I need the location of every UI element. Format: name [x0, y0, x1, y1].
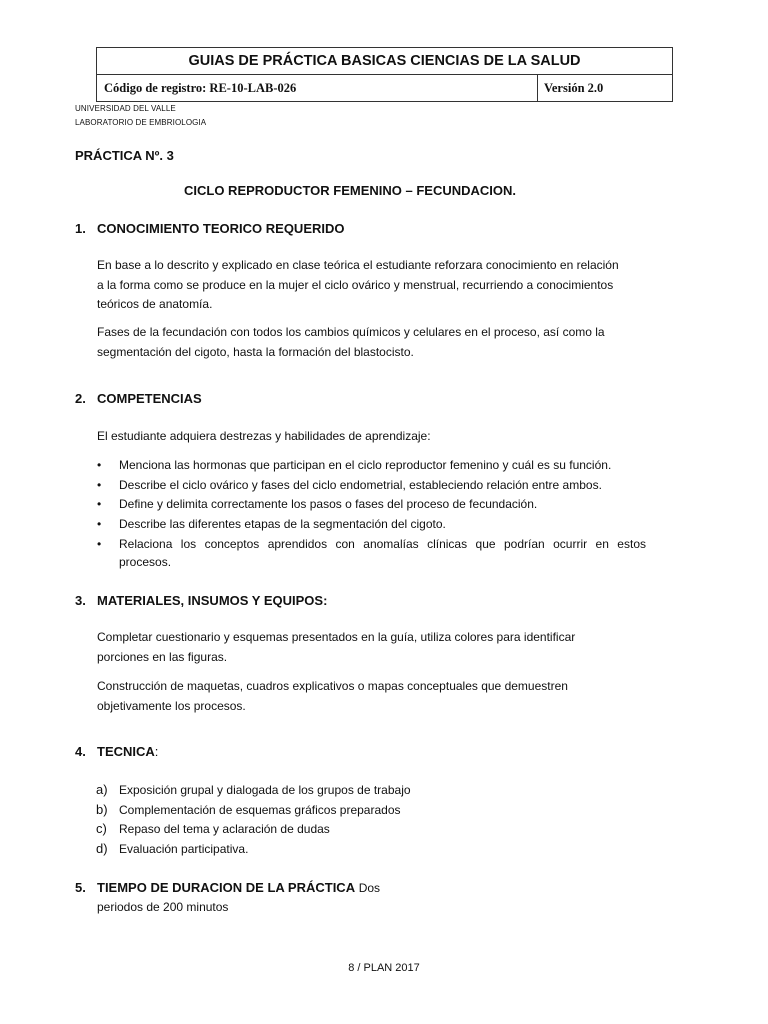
- list-item: Repaso del tema y aclaración de dudas: [119, 822, 330, 836]
- list-item: Relaciona los conceptos aprendidos con anomalías clínicas que podrían ocurrir en estos: [119, 537, 646, 551]
- text-line: teóricos de anatomía.: [97, 297, 213, 311]
- text-line: En base a lo descrito y explicado en clase teórica el estudiante reforzara conocimiento en relación: [97, 258, 619, 272]
- text-line: Fases de la fecundación con todos los cambios químicos y celulares en el proceso, así como la: [97, 325, 605, 339]
- lab-name: LABORATORIO DE EMBRIOLOGIA: [75, 118, 207, 127]
- list-item: Complementación de esquemas gráficos preparados: [119, 803, 401, 817]
- text-line: segmentación del cigoto, hasta la formación del blastocisto.: [97, 344, 414, 359]
- section-3-paragraph-2: [97, 677, 649, 716]
- bullet-icon: •: [97, 458, 102, 472]
- document-title: CICLO REPRODUCTOR FEMENINO – FECUNDACION.: [184, 183, 516, 198]
- text-line: Completar cuestionario y esquemas presentados en la guía, utiliza colores para identificar: [97, 630, 576, 644]
- list-item: Exposición grupal y dialogada de los grupos de trabajo: [119, 783, 411, 797]
- section-1-heading: CONOCIMIENTO TEORICO REQUERIDO: [97, 221, 345, 236]
- section-5-continuation: periodos de 200 minutos: [97, 900, 229, 914]
- bullet-icon: •: [97, 478, 102, 492]
- section-1-number: 1.: [75, 221, 86, 236]
- section-4-heading-wrap: [97, 744, 158, 759]
- bullet-icon: •: [97, 537, 102, 551]
- section-5-inline-text: Dos: [358, 881, 381, 895]
- section-4-colon: :: [154, 744, 159, 759]
- competencies-intro: El estudiante adquiera destrezas y habilidades de aprendizaje:: [97, 429, 431, 443]
- university-name: UNIVERSIDAD DEL VALLE: [75, 104, 176, 113]
- list-item: Describe las diferentes etapas de la segmentación del cigoto.: [119, 517, 446, 531]
- registry-code: Código de registro: RE-10-LAB-026: [97, 75, 538, 102]
- list-letter: d): [96, 841, 108, 856]
- section-1-paragraph-1: [97, 256, 649, 315]
- page-footer: 8 / PLAN 2017: [348, 962, 420, 974]
- text-line: Construcción de maquetas, cuadros explicativos o mapas conceptuales que demuestren: [97, 679, 568, 693]
- list-item: Define y delimita correctamente los pasos o fases del proceso de fecundación.: [119, 497, 538, 511]
- header-table: [96, 47, 673, 102]
- section-4-number: 4.: [75, 744, 86, 759]
- section-5-heading-wrap: [97, 880, 380, 895]
- section-5-number: 5.: [75, 880, 86, 895]
- text-line: objetivamente los procesos.: [97, 698, 246, 713]
- list-item: Evaluación participativa.: [119, 842, 249, 856]
- list-letter: c): [96, 821, 107, 836]
- practice-number: PRÁCTICA Nº. 3: [75, 148, 174, 163]
- section-3-heading: MATERIALES, INSUMOS Y EQUIPOS:: [97, 593, 328, 608]
- text-line: a la forma como se produce en la mujer el ciclo ovárico y menstrual, recurriendo a conocimientos: [97, 277, 614, 292]
- version-label: Versión 2.0: [544, 81, 604, 95]
- list-item: Describe el ciclo ovárico y fases del ciclo endometrial, estableciendo relación entre ambos.: [119, 478, 602, 492]
- section-1-paragraph-2: [97, 323, 649, 362]
- section-2-heading: COMPETENCIAS: [97, 391, 202, 406]
- guide-title: GUIAS DE PRÁCTICA BASICAS CIENCIAS DE LA SALUD: [97, 48, 672, 75]
- section-2-number: 2.: [75, 391, 86, 406]
- list-letter: a): [96, 782, 108, 797]
- bullet-icon: •: [97, 517, 102, 531]
- section-3-number: 3.: [75, 593, 86, 608]
- text-line: porciones en las figuras.: [97, 649, 228, 664]
- section-5-heading: TIEMPO DE DURACION DE LA PRÁCTICA: [97, 880, 356, 895]
- list-letter: b): [96, 802, 108, 817]
- bullet-icon: •: [97, 497, 102, 511]
- list-item: Menciona las hormonas que participan en el ciclo reproductor femenino y cuál es su función.: [119, 458, 612, 472]
- list-item-continuation: procesos.: [119, 555, 172, 569]
- section-3-paragraph-1: [97, 628, 649, 667]
- section-4-heading: TECNICA: [97, 744, 155, 759]
